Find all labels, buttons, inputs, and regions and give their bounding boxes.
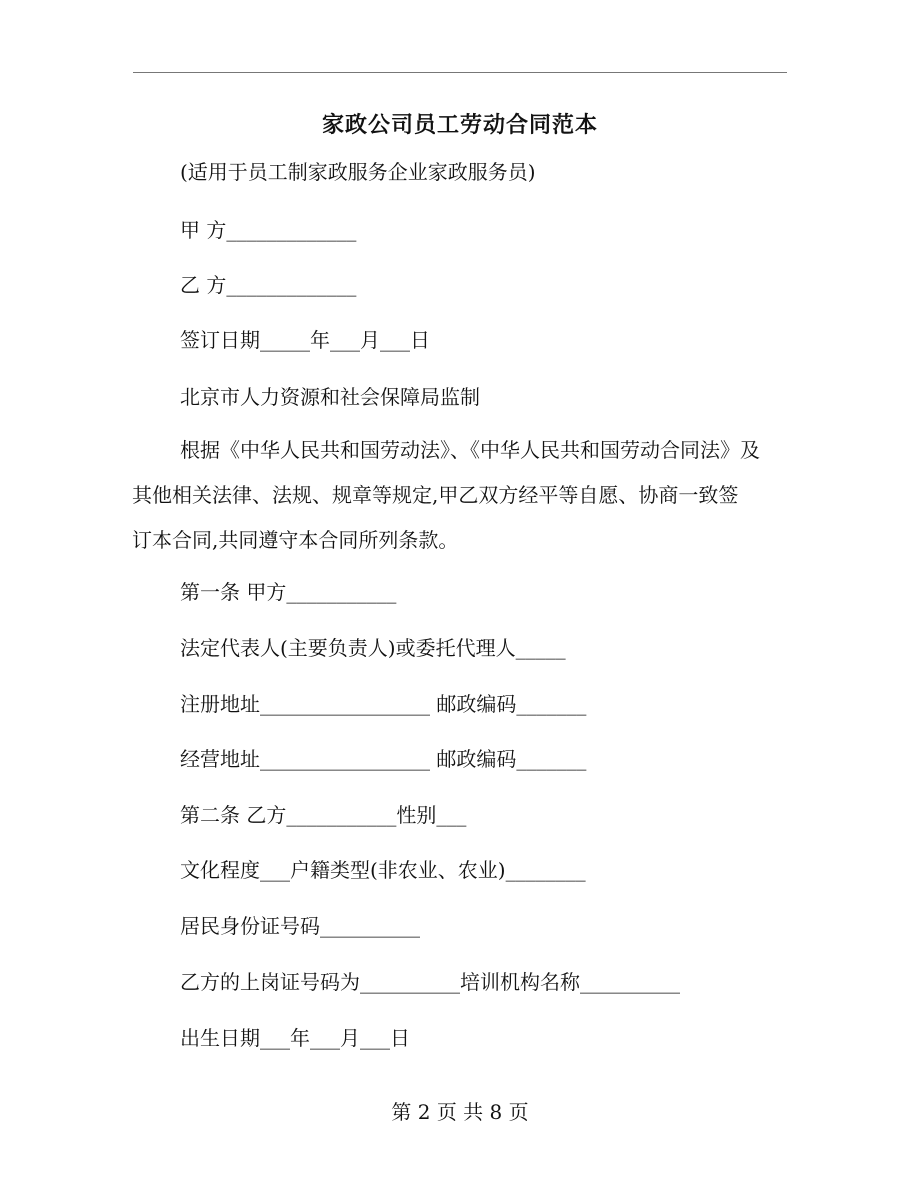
legal-rep-line: 法定代表人(主要负责人)或委托代理人_____: [180, 636, 566, 660]
header-rule: [133, 72, 787, 73]
party-b-line: 乙 方_____________: [180, 273, 357, 297]
article-2-line: 第二条 乙方___________性别___: [180, 803, 467, 827]
reg-address-line: 注册地址_________________ 邮政编码_______: [180, 692, 587, 716]
page-number: 第 2 页 共 8 页: [391, 1100, 529, 1124]
article-1-line: 第一条 甲方___________: [180, 580, 397, 604]
education-line: 文化程度___户籍类型(非农业、农业)________: [180, 858, 586, 882]
document-title: 家政公司员工劳动合同范本: [321, 112, 598, 138]
sign-date-line: 签订日期_____年___月___日: [180, 328, 430, 352]
intro-line-3: 订本合同,共同遵守本合同所列条款。: [132, 528, 459, 552]
subtitle: (适用于员工制家政服务企业家政服务员): [180, 160, 536, 184]
intro-paragraph: [132, 428, 790, 563]
biz-address-line: 经营地址_________________ 邮政编码_______: [180, 747, 587, 771]
birth-date-line: 出生日期___年___月___日: [180, 1026, 410, 1050]
supervisor-line: 北京市人力资源和社会保障局监制: [180, 385, 480, 409]
party-a-line: 甲 方_____________: [180, 218, 357, 242]
id-number-line: 居民身份证号码__________: [180, 914, 420, 938]
post-cert-line: 乙方的上岗证号码为__________培训机构名称__________: [180, 970, 680, 994]
intro-line-2: 其他相关法律、法规、规章等规定,甲乙双方经平等自愿、协商一致签: [132, 483, 739, 507]
intro-line-1: 根据《中华人民共和国劳动法》、《中华人民共和国劳动合同法》及: [180, 438, 760, 462]
